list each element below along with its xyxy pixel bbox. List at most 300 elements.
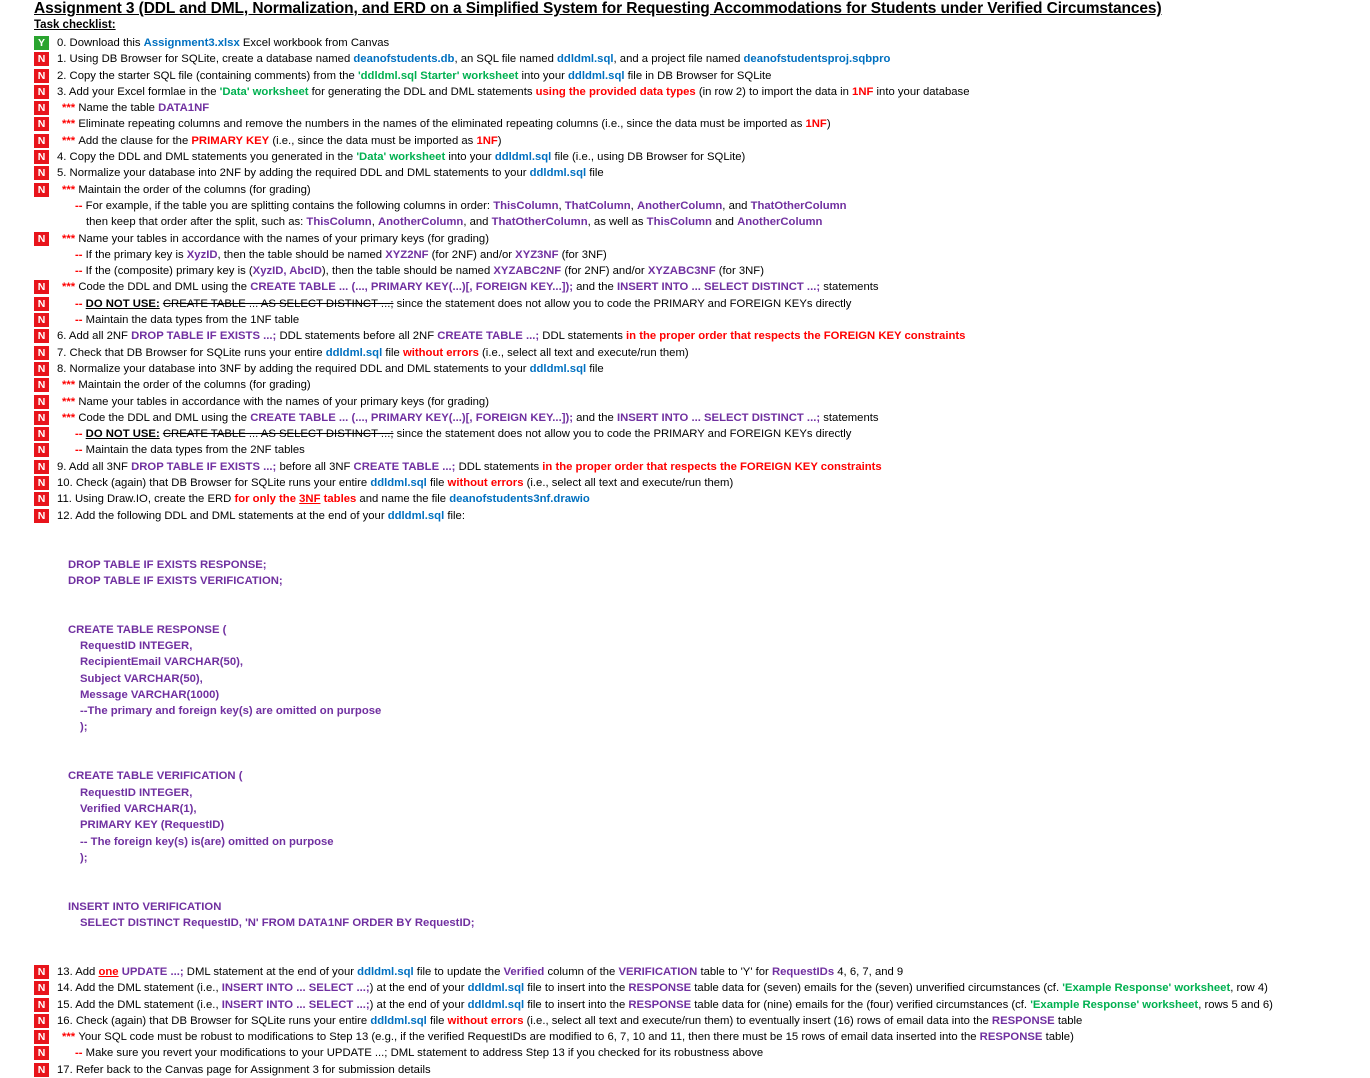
text-segment: *** — [62, 395, 79, 408]
text-segment: (for 3NF) — [558, 248, 607, 261]
text-segment: If the primary key is — [85, 248, 187, 261]
text-segment: (in row 2) to import the data in — [695, 85, 853, 98]
text-segment: Maintain the order of the columns (for grading) — [78, 379, 311, 392]
text-segment: For example, if the table you are splitting contains the following columns in order: — [85, 199, 494, 212]
task-text — [75, 247, 607, 263]
text-segment: ddldml.sql — [370, 1014, 427, 1027]
text-segment: *** — [62, 1031, 79, 1044]
text-segment: Assignment3.xlsx — [143, 37, 240, 49]
text-segment: AnotherColumn — [636, 199, 723, 212]
text-segment: ddldml.sql — [529, 167, 587, 180]
text-segment: ) — [497, 134, 502, 147]
code-line: Subject VARCHAR(50), — [80, 672, 203, 685]
task-text — [57, 68, 771, 84]
text-segment: table) — [1042, 1031, 1074, 1044]
text-segment: CREATE TABLE ...; — [353, 460, 456, 473]
checklist-item — [34, 263, 1364, 279]
text-segment: ) at the end of your — [369, 982, 468, 995]
text-segment: into your database — [873, 85, 970, 98]
text-segment: ThatOtherColumn — [750, 199, 847, 212]
blank-line — [34, 605, 1364, 621]
text-segment: XYZABC3NF — [647, 265, 716, 278]
text-segment: file — [382, 346, 403, 359]
task-text — [57, 997, 1273, 1013]
task-text — [75, 198, 847, 214]
text-segment: file: — [444, 509, 465, 522]
text-segment: XYZ3NF — [515, 248, 559, 261]
text-segment: file — [586, 167, 604, 180]
blank-line — [34, 540, 1364, 556]
text-segment: ddldml.sql — [568, 69, 625, 82]
checklist-item — [34, 410, 1364, 426]
code-line: -- The foreign key(s) is(are) omitted on purpose — [80, 835, 334, 848]
text-segment: deanofstudentsproj.sqbpro — [743, 53, 891, 66]
text-segment: *** — [62, 183, 79, 196]
status-badge: N — [34, 1063, 49, 1077]
checklist-item — [34, 296, 1364, 312]
status-badge: N — [34, 69, 49, 83]
text-segment: for generating the DDL and DML statements — [308, 85, 536, 98]
status-badge: N — [34, 411, 49, 425]
text-segment: ddldml.sql — [557, 53, 614, 66]
text-segment: CREATE TABLE ... (..., PRIMARY KEY(...)[, FOREIGN KEY...]); — [250, 281, 573, 294]
text-segment: ddldml.sql — [467, 998, 525, 1011]
text-segment: ddldml.sql — [467, 982, 525, 995]
text-segment: 1NF — [476, 134, 498, 147]
text-segment: CREATE TABLE ... AS SELECT DISTINCT ...; — [162, 428, 394, 441]
checklist-item — [34, 247, 1364, 263]
text-segment: *** — [62, 411, 79, 424]
checklist-item — [34, 426, 1364, 442]
checklist-item — [34, 345, 1364, 361]
task-text — [57, 328, 965, 344]
status-badge: N — [34, 492, 49, 506]
text-segment: AnotherColumn — [377, 216, 464, 229]
text-segment: Verified — [503, 965, 545, 978]
checklist-item — [34, 394, 1364, 410]
blank-line — [34, 866, 1364, 882]
text-segment: INSERT INTO ... SELECT DISTINCT ...; — [616, 281, 821, 294]
text-segment: INSERT INTO ... SELECT ...; — [221, 998, 370, 1011]
text-segment: 11. Using Draw.IO, create the ERD — [57, 493, 235, 506]
text-segment: deanofstudents.db — [353, 53, 455, 66]
text-segment: VERIFICATION — [618, 965, 698, 978]
text-segment: *** — [62, 102, 79, 115]
status-badge: N — [34, 509, 49, 523]
text-segment: file to insert into the — [524, 998, 629, 1011]
text-segment: 4. Copy the DDL and DML statements you generated in the — [57, 151, 357, 164]
task-text — [57, 345, 689, 361]
task-text — [86, 214, 822, 230]
status-badge: N — [34, 134, 49, 148]
text-segment: Maintain the data types from the 1NF table — [85, 314, 300, 327]
text-segment: 6. Add all 2NF — [57, 330, 132, 343]
text-segment: (i.e., since the data must be imported as — [269, 134, 477, 147]
text-segment: Maintain the data types from the 2NF tables — [85, 444, 305, 457]
text-segment: RESPONSE — [979, 1031, 1043, 1044]
task-text — [75, 426, 851, 442]
text-segment: Make sure you revert your modifications to your UPDATE ...; DML statement to address Step 13 if you checked for its robustness above — [85, 1047, 764, 1060]
text-segment: without errors — [447, 477, 524, 490]
checklist-item — [34, 1013, 1364, 1029]
checklist-item — [34, 377, 1364, 393]
text-segment: 2. Copy the starter SQL file (containing comments) from the — [57, 69, 358, 82]
text-segment: ), then the table should be named — [321, 265, 494, 278]
text-segment: 1NF — [852, 85, 874, 98]
text-segment: , an SQL file named — [454, 53, 558, 66]
text-segment: 'ddldml.sql Starter' worksheet — [357, 69, 519, 82]
text-segment: statements — [820, 281, 879, 294]
text-segment: ThatColumn — [564, 199, 631, 212]
status-badge: N — [34, 460, 49, 474]
checklist-item — [34, 35, 1364, 51]
checklist-item — [34, 328, 1364, 344]
text-segment: ddldml.sql — [387, 509, 445, 522]
task-text — [62, 182, 311, 198]
checklist-item — [34, 100, 1364, 116]
status-badge: N — [34, 117, 49, 131]
code-line: ); — [80, 851, 88, 864]
text-segment: (for 3NF) — [715, 265, 764, 278]
checklist-item — [34, 1062, 1364, 1078]
text-segment: (for 2NF) and/or — [561, 265, 648, 278]
code-line: DROP TABLE IF EXISTS RESPONSE; — [68, 558, 267, 571]
text-segment: and name the file — [356, 493, 450, 506]
task-text — [62, 279, 879, 295]
text-segment: -- — [75, 265, 86, 278]
text-segment: file in DB Browser for SQLite — [624, 69, 772, 82]
text-segment: and the — [573, 411, 617, 424]
text-segment: 1NF — [805, 118, 827, 131]
text-segment: file — [426, 477, 448, 490]
text-segment: table to 'Y' for — [697, 965, 772, 978]
checklist-item — [34, 165, 1364, 181]
text-segment: -- — [75, 199, 86, 212]
code-line: INSERT INTO VERIFICATION — [68, 900, 222, 913]
status-badge: N — [34, 981, 49, 995]
text-segment: , — [371, 216, 378, 229]
text-segment: , and — [463, 216, 492, 229]
text-segment: in the proper order that respects the FOREIGN KEY constraints — [542, 460, 882, 473]
text-segment: , — [630, 199, 637, 212]
text-segment: 'Data' worksheet — [356, 151, 446, 164]
text-segment: tables — [320, 493, 357, 506]
text-segment: 7. Check that DB Browser for SQLite runs your entire — [57, 346, 326, 359]
text-segment: 12. Add the following DDL and DML statements at the end of your — [57, 509, 388, 522]
task-text — [62, 231, 489, 247]
page-title: Assignment 3 (DDL and DML, Normalization, and ERD on a Simplified System for Requesting Accommodations for Students under Verified Circumstances) — [34, 0, 1162, 17]
text-segment: 0. Download this — [57, 37, 144, 49]
code-line: PRIMARY KEY (RequestID) — [80, 819, 225, 832]
text-segment: , row 4) — [1230, 982, 1268, 995]
task-text — [75, 442, 305, 458]
text-segment: If the (composite) primary key is ( — [85, 265, 253, 278]
text-segment: XyzID — [186, 248, 218, 261]
text-segment: DATA1NF — [158, 102, 210, 115]
checklist-item — [34, 133, 1364, 149]
text-segment: (for 2NF) and/or — [428, 248, 516, 261]
task-text — [62, 100, 209, 116]
text-segment: Name your tables in accordance with the names of your primary keys (for grading) — [78, 232, 489, 245]
checklist-item — [34, 51, 1364, 67]
text-segment: , as well as — [587, 216, 647, 229]
status-badge: N — [34, 166, 49, 180]
checklist-item — [34, 116, 1364, 132]
text-segment: since the statement does not allow you to code the PRIMARY and FOREIGN KEYs directly — [393, 297, 852, 310]
text-segment: , then the table should be named — [217, 248, 386, 261]
text-segment: Excel workbook from Canvas — [239, 37, 390, 49]
checklist-item — [34, 1029, 1364, 1045]
text-segment: DROP TABLE IF EXISTS ...; — [131, 460, 277, 473]
code-line: RecipientEmail VARCHAR(50), — [80, 656, 243, 669]
text-segment: 9. Add all 3NF — [57, 460, 132, 473]
status-badge: N — [34, 1030, 49, 1044]
code-line: DROP TABLE IF EXISTS VERIFICATION; — [68, 574, 283, 587]
task-text — [57, 149, 745, 165]
text-segment: Eliminate repeating columns and remove the numbers in the names of the eliminated repeating columns (i.e., since the data must be imported as — [78, 118, 806, 131]
text-segment: 'Example Response' worksheet — [1030, 998, 1199, 1011]
text-segment: ThisColumn — [306, 216, 372, 229]
task-text — [62, 377, 311, 393]
text-segment: ddldml.sql — [529, 362, 587, 375]
text-segment: UPDATE ...; — [121, 965, 184, 978]
text-segment: -- — [75, 248, 86, 261]
text-segment: column of the — [544, 965, 619, 978]
text-segment: in the proper order that respects the FOREIGN KEY constraints — [626, 330, 966, 343]
task-text — [57, 35, 389, 51]
task-text — [57, 508, 465, 524]
text-segment: 13. Add — [57, 965, 99, 978]
text-segment: one — [98, 965, 119, 978]
text-segment: RESPONSE — [991, 1014, 1055, 1027]
text-segment: RequestIDs — [771, 965, 835, 978]
checklist-item — [34, 997, 1364, 1013]
task-text — [57, 459, 882, 475]
text-segment: 3. Add your Excel formlae in the — [57, 85, 220, 98]
checklist-item — [34, 68, 1364, 84]
checklist-item — [34, 198, 1364, 214]
text-segment: CREATE TABLE ... (..., PRIMARY KEY(...)[, FOREIGN KEY...]); — [250, 411, 573, 424]
text-segment: DROP TABLE IF EXISTS ...; — [131, 330, 277, 343]
text-segment: file to insert into the — [524, 982, 629, 995]
task-text — [62, 133, 502, 149]
status-badge: N — [34, 378, 49, 392]
status-badge: N — [34, 1046, 49, 1060]
blank-line — [34, 882, 1364, 898]
task-text — [57, 361, 604, 377]
text-segment: 1. Using DB Browser for SQLite, create a database named — [57, 53, 354, 66]
task-text — [57, 964, 903, 980]
text-segment: 'Data' worksheet — [219, 85, 309, 98]
checklist-item — [34, 279, 1364, 295]
status-badge: N — [34, 280, 49, 294]
status-badge: N — [34, 101, 49, 115]
text-segment: *** — [62, 379, 79, 392]
text-segment: 17. Refer back to the Canvas page for Assignment 3 for submission details — [57, 1063, 431, 1076]
task-text — [57, 1062, 431, 1078]
task-text — [62, 1029, 1074, 1045]
text-segment: (i.e., select all text and execute/run them) to eventually insert (16) rows of email data into the — [523, 1014, 992, 1027]
text-segment: and — [711, 216, 738, 229]
checklist-item — [34, 491, 1364, 507]
text-segment: 3NF — [299, 493, 321, 506]
text-segment: *** — [62, 281, 79, 294]
text-segment: , — [558, 199, 565, 212]
text-segment: RESPONSE — [628, 982, 692, 995]
text-segment: 'Example Response' worksheet — [1062, 982, 1231, 995]
checklist — [34, 35, 1364, 1078]
status-badge: N — [34, 329, 49, 343]
text-segment: -- — [75, 428, 86, 441]
text-segment: *** — [62, 118, 79, 131]
blank-line — [34, 589, 1364, 605]
task-text — [62, 116, 831, 132]
task-text — [57, 491, 590, 507]
text-segment: since the statement does not allow you to code the PRIMARY and FOREIGN KEYs directly — [393, 428, 852, 441]
text-segment: DML statement at the end of your — [183, 965, 358, 978]
checklist-item — [34, 508, 1364, 524]
status-badge: N — [34, 85, 49, 99]
checklist-item — [34, 231, 1364, 247]
text-segment: INSERT INTO ... SELECT DISTINCT ...; — [616, 411, 821, 424]
text-segment: for only the — [234, 493, 300, 506]
checklist-item — [34, 964, 1364, 980]
text-segment: DO NOT USE: — [85, 428, 160, 441]
text-segment: CREATE TABLE ... AS SELECT DISTINCT ...; — [162, 297, 394, 310]
blank-line — [34, 524, 1364, 540]
status-badge: Y — [34, 36, 49, 50]
text-segment: file — [586, 362, 604, 375]
text-segment: Code the DDL and DML using the — [78, 281, 251, 294]
text-segment: then keep that order after the split, such as: — [86, 216, 307, 229]
checklist-item — [34, 214, 1364, 230]
code-line: ); — [80, 721, 88, 734]
code-line: RequestID INTEGER, — [80, 639, 193, 652]
text-segment: 8. Normalize your database into 3NF by adding the required DDL and DML statements to your — [57, 362, 530, 375]
text-segment: and the — [573, 281, 617, 294]
checklist-item — [34, 459, 1364, 475]
text-segment: Code the DDL and DML using the — [78, 411, 251, 424]
text-segment: 4, 6, 7, and 9 — [834, 965, 904, 978]
status-badge: N — [34, 443, 49, 457]
blank-line — [34, 948, 1364, 964]
text-segment: ThatOtherColumn — [491, 216, 588, 229]
status-badge: N — [34, 52, 49, 66]
text-segment: file — [426, 1014, 448, 1027]
text-segment: -- — [75, 1047, 86, 1060]
text-segment: without errors — [447, 1014, 524, 1027]
text-segment: , rows 5 and 6) — [1198, 998, 1273, 1011]
checklist-item — [34, 1045, 1364, 1061]
status-badge: N — [34, 183, 49, 197]
checklist-item — [34, 149, 1364, 165]
text-segment: -- — [75, 297, 86, 310]
text-segment: ddldml.sql — [494, 151, 552, 164]
status-badge: N — [34, 150, 49, 164]
task-text — [57, 51, 890, 67]
text-segment: ddldml.sql — [325, 346, 383, 359]
text-segment: 5. Normalize your database into 2NF by adding the required DDL and DML statements to your — [57, 167, 530, 180]
text-segment: deanofstudents3nf.drawio — [449, 493, 590, 506]
text-segment: ) at the end of your — [369, 998, 468, 1011]
checklist-item — [34, 84, 1364, 100]
blank-line — [34, 752, 1364, 768]
checklist-item — [34, 182, 1364, 198]
task-text — [57, 980, 1268, 996]
status-badge: N — [34, 297, 49, 311]
text-segment: table — [1054, 1014, 1083, 1027]
text-segment: statements — [820, 411, 879, 424]
checklist-item — [34, 361, 1364, 377]
status-badge: N — [34, 232, 49, 246]
task-text — [57, 475, 733, 491]
text-segment: 15. Add the DML statement (i.e., — [57, 998, 222, 1011]
blank-line — [34, 736, 1364, 752]
code-line: Verified VARCHAR(1), — [80, 802, 197, 815]
blank-line — [34, 931, 1364, 947]
text-segment: Name the table — [78, 102, 159, 115]
task-text — [62, 394, 489, 410]
status-badge: N — [34, 998, 49, 1012]
text-segment: 16. Check (again) that DB Browser for SQLite runs your entire — [57, 1014, 371, 1027]
text-segment: , and — [722, 199, 751, 212]
text-segment: *** — [62, 134, 79, 147]
text-segment: file to update the — [413, 965, 504, 978]
text-segment: PRIMARY KEY — [191, 134, 270, 147]
text-segment: INSERT INTO ... SELECT ...; — [221, 982, 370, 995]
status-badge: N — [34, 427, 49, 441]
text-segment: -- — [75, 314, 86, 327]
text-segment: before all 3NF — [276, 460, 354, 473]
text-segment: Maintain the order of the columns (for grading) — [78, 183, 311, 196]
checklist-item — [34, 442, 1364, 458]
text-segment: Name your tables in accordance with the names of your primary keys (for grading) — [78, 395, 489, 408]
code-line: CREATE TABLE RESPONSE ( — [68, 623, 227, 636]
text-segment: Your SQL code must be robust to modifications to Step 13 (e.g., if the verified RequestIDs are modified to 6, 7, 10 and 11, then there must be 15 rows of email data inserted into the — [78, 1031, 980, 1044]
text-segment: ThisColumn — [646, 216, 712, 229]
text-segment: table data for (nine) emails for the (four) verified circumstances (cf. — [691, 998, 1031, 1011]
text-segment: DDL statements — [455, 460, 543, 473]
text-segment: Add the clause for the — [78, 134, 192, 147]
text-segment: *** — [62, 232, 79, 245]
text-segment: 14. Add the DML statement (i.e., — [57, 982, 222, 995]
task-text — [75, 296, 851, 312]
text-segment: without errors — [402, 346, 479, 359]
text-segment: DDL statements — [539, 330, 627, 343]
task-text — [62, 410, 879, 426]
task-text — [57, 1013, 1082, 1029]
text-segment: using the provided data types — [535, 85, 696, 98]
text-segment: file (i.e., using DB Browser for SQLite) — [551, 151, 746, 164]
text-segment: into your — [518, 69, 569, 82]
status-badge: N — [34, 346, 49, 360]
code-line: CREATE TABLE VERIFICATION ( — [68, 770, 243, 783]
status-badge: N — [34, 1014, 49, 1028]
task-text — [75, 1045, 763, 1061]
text-segment: CREATE TABLE ...; — [437, 330, 540, 343]
text-segment: (i.e., select all text and execute/run them) — [523, 477, 734, 490]
text-segment: -- — [75, 444, 86, 457]
code-line: SELECT DISTINCT RequestID, 'N' FROM DATA1NF ORDER BY RequestID; — [80, 917, 475, 930]
task-text — [75, 263, 764, 279]
checklist-item — [34, 312, 1364, 328]
code-line: RequestID INTEGER, — [80, 786, 193, 799]
text-segment: RESPONSE — [628, 998, 692, 1011]
checklist-item — [34, 475, 1364, 491]
text-segment: (i.e., select all text and execute/run them) — [478, 346, 689, 359]
text-segment: DO NOT USE: — [85, 297, 160, 310]
text-segment: 10. Check (again) that DB Browser for SQLite runs your entire — [57, 477, 371, 490]
